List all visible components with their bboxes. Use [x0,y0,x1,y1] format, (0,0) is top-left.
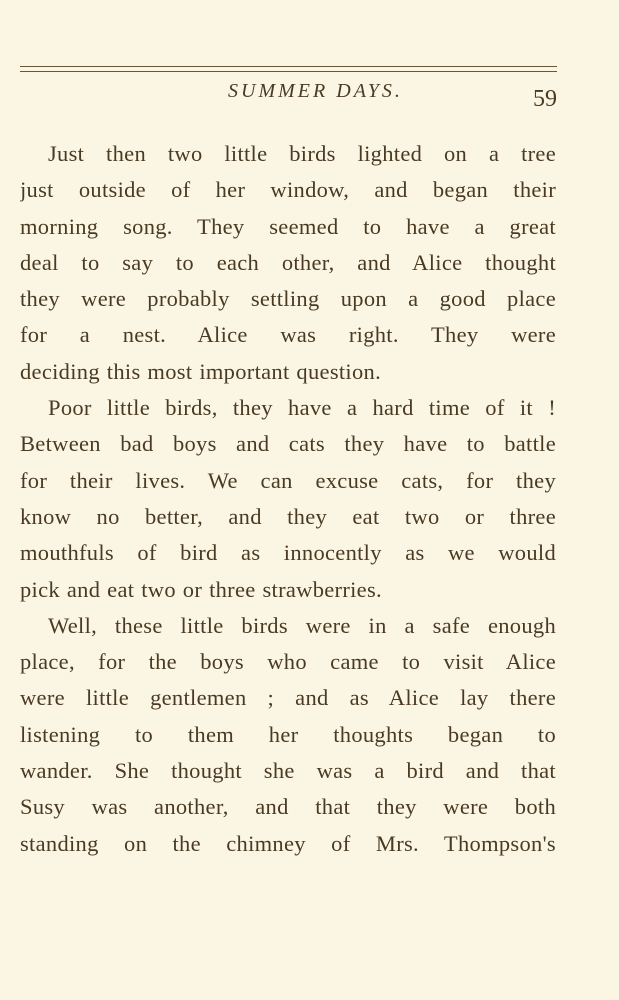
text-line: they were probably settling upon a good place [20,286,556,312]
text-line: mouthfuls of bird as innocently as we would [20,540,556,566]
header-rule-thick [20,66,557,67]
text-line: for a nest. Alice was right. They were [20,322,556,348]
text-line: deciding this most important question. [20,358,381,384]
text-line: Between bad boys and cats they have to battle [20,431,556,457]
header-rule-thin [20,71,557,72]
text-line: deal to say to each other, and Alice thought [20,249,556,275]
text-line: Susy was another, and that they were both [20,794,556,820]
text-line: pick and eat two or three strawberries. [20,576,382,602]
text-line: just outside of her window, and began their [20,177,556,203]
body-text [20,136,556,862]
text-line: morning song. They seemed to have a great [20,213,556,239]
text-line: Poor little birds, they have a hard time of it ! [48,395,556,421]
text-line: for their lives. We can excuse cats, for they [20,467,556,493]
text-line: wander. She thought she was a bird and that [20,758,556,784]
text-line: know no better, and they eat two or three [20,503,556,529]
page-number: 59 [533,86,557,112]
text-line: were little gentlemen ; and as Alice lay there [20,685,556,711]
text-line: place, for the boys who came to visit Alice [20,649,556,675]
text-line: Just then two little birds lighted on a tree [48,141,556,166]
text-line: listening to them her thoughts began to [20,721,556,747]
running-title: SUMMER DAYS. [228,80,403,102]
text-line: Well, these little birds were in a safe enough [48,612,556,638]
text-line: standing on the chimney of Mrs. Thompson's [20,830,556,856]
